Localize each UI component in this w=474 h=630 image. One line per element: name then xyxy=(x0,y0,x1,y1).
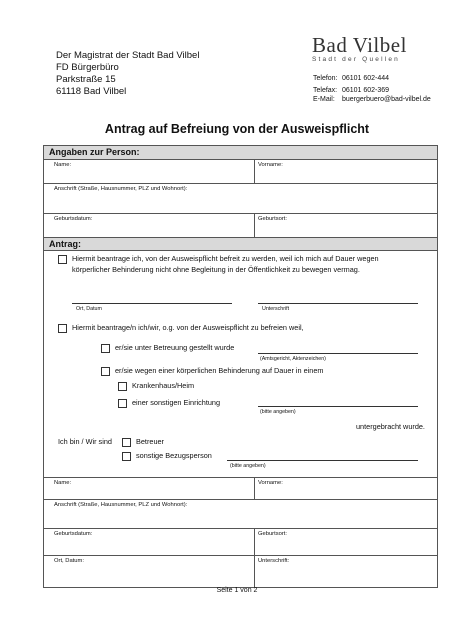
option-other-facility-text: einer sonstigen Einrichtung xyxy=(132,398,221,407)
option-hospital-text: Krankenhaus/Heim xyxy=(132,381,195,390)
hint-facility: (bitte angeben) xyxy=(260,409,296,415)
divider xyxy=(254,477,255,499)
application-form xyxy=(43,145,438,588)
divider xyxy=(44,213,437,214)
contact-value[interactable]: buergerbuero@bad-vilbel.de xyxy=(341,96,431,103)
hint-bezugsperson: (bitte angeben) xyxy=(230,463,266,469)
divider xyxy=(254,213,255,237)
label-ort-datum-2[interactable]: Ort, Datum: xyxy=(54,558,84,564)
option-disability-text xyxy=(72,253,432,275)
address-line: 61118 Bad Vilbel xyxy=(56,86,127,97)
divider xyxy=(44,499,437,500)
label-vorname[interactable]: Vorname: xyxy=(258,162,283,168)
option-institution-text: er/sie wegen einer körperlichen Behinderung auf Dauer in einem xyxy=(115,366,324,375)
section-heading-antrag: Antrag: xyxy=(44,238,437,250)
divider xyxy=(44,477,437,478)
option-guardianship-text: er/sie unter Betreuung gestellt wurde xyxy=(115,343,235,352)
divider xyxy=(44,555,437,556)
option-line: körperlicher Behinderung nicht ohne Begleitung in der Öffentlichkeit zu bewegen vermag. xyxy=(72,265,360,274)
ort-datum-line[interactable] xyxy=(72,303,232,304)
label-name-2[interactable]: Name: xyxy=(54,480,72,486)
signature-line[interactable] xyxy=(258,303,418,304)
contact-label: Telefax: xyxy=(313,86,338,94)
label-anschrift[interactable]: Anschrift (Straße, Hausnummer, PLZ und Wohnort): xyxy=(54,186,188,192)
page-number: Seite 1 von 2 xyxy=(216,587,258,594)
divider xyxy=(44,159,437,160)
option-betreuer-text: Betreuer xyxy=(136,437,164,446)
checkbox-betreuer[interactable] xyxy=(122,438,131,447)
label-geburtsort[interactable]: Geburtsort: xyxy=(258,216,287,222)
city-logo xyxy=(312,33,447,63)
checkbox-institution[interactable] xyxy=(101,367,110,376)
address-line: Der Magistrat der Stadt Bad Vilbel xyxy=(56,50,200,61)
contact-block xyxy=(313,74,431,105)
divider xyxy=(44,528,437,529)
hint-court-reference: (Amtsgericht, Aktenzeichen) xyxy=(260,356,326,362)
label-anschrift-2[interactable]: Anschrift (Straße, Hausnummer, PLZ und Wohnort): xyxy=(54,502,188,508)
label-geburtsort-2[interactable]: Geburtsort: xyxy=(258,531,287,537)
facility-name-line[interactable] xyxy=(258,406,418,407)
divider xyxy=(44,250,437,251)
logo-subtitle: Stadt der Quellen xyxy=(312,56,400,63)
contact-value: 06101 602-369 xyxy=(341,86,390,94)
contact-fax xyxy=(313,86,431,96)
page-title: Antrag auf Befreiung von der Ausweispflicht xyxy=(104,122,370,136)
ich-bin-label: Ich bin / Wir sind xyxy=(58,437,112,446)
label-unterschrift: Unterschrift xyxy=(262,306,290,312)
label-ort-datum: Ort, Datum xyxy=(76,306,102,312)
label-unterschrift-2[interactable]: Unterschrift: xyxy=(258,558,290,564)
court-reference-line[interactable] xyxy=(258,353,418,354)
label-geburtsdatum[interactable]: Geburtsdatum: xyxy=(54,216,93,222)
contact-phone xyxy=(313,74,431,84)
checkbox-bezugsperson[interactable] xyxy=(122,452,131,461)
address-line: Parkstraße 15 xyxy=(56,74,116,85)
label-name[interactable]: Name: xyxy=(54,162,72,168)
contact-value: 06101 602-444 xyxy=(341,75,390,82)
address-line: FD Bürgerbüro xyxy=(56,62,119,73)
checkbox-other-facility[interactable] xyxy=(118,399,127,408)
checkbox-hospital[interactable] xyxy=(118,382,127,391)
checkbox-representative[interactable] xyxy=(58,324,67,333)
divider xyxy=(254,528,255,588)
contact-email[interactable] xyxy=(313,95,431,105)
divider xyxy=(254,159,255,183)
checkbox-disability[interactable] xyxy=(58,255,67,264)
label-geburtsdatum-2[interactable]: Geburtsdatum: xyxy=(54,531,93,537)
section-heading-person: Angaben zur Person: xyxy=(44,146,437,159)
divider xyxy=(44,183,437,184)
contact-label: Telefon: xyxy=(313,75,338,82)
checkbox-guardianship[interactable] xyxy=(101,344,110,353)
label-vorname-2[interactable]: Vorname: xyxy=(258,480,283,486)
logo-main-text: Bad Vilbel xyxy=(312,33,407,57)
option-representative-text: Hiermit beantrage/n ich/wir, o.g. von der Ausweispflicht zu befreien weil, xyxy=(72,323,304,332)
untergebracht-text: untergebracht wurde. xyxy=(356,422,425,431)
sender-address xyxy=(56,50,199,98)
option-bezugsperson-text: sonstige Bezugsperson xyxy=(136,451,212,460)
contact-label: E-Mail: xyxy=(313,96,335,103)
option-line: Hiermit beantrage ich, von der Ausweispflicht befreit zu werden, weil ich mich auf Dauer wegen xyxy=(72,254,379,263)
bezugsperson-line[interactable] xyxy=(227,460,418,461)
